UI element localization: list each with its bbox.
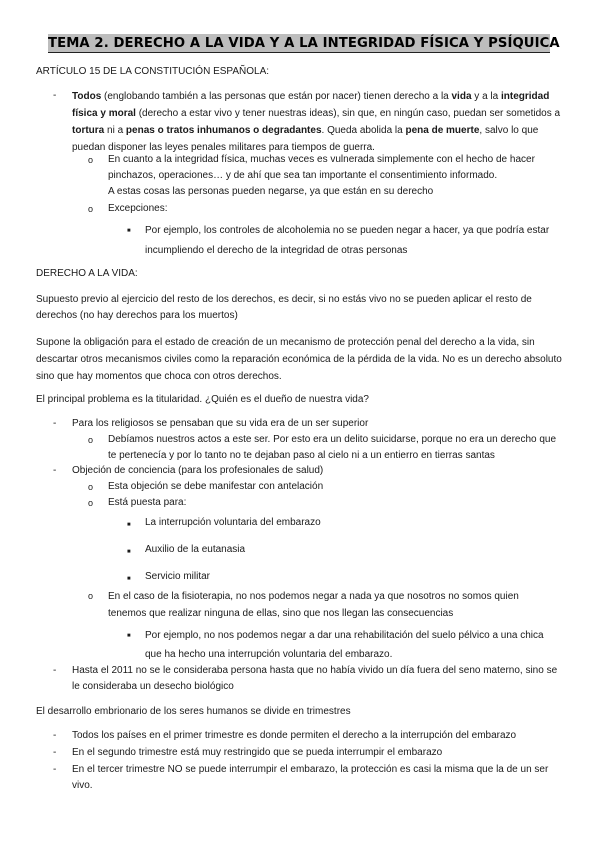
list1-item2c-sub: Por ejemplo, no nos podemos negar a dar una rehabilitación del suelo pélvico a una chica que ha hecho una interrupción voluntaria del embarazo. [145,630,544,660]
dash-marker: - [53,418,57,429]
list1-item1a: Debíamos nuestros actos a este ser. Por esto era un delito suicidarse, porque no era un derecho que te pertenecía y por lo tanto no te dejaban paso al cielo ni a un entierro en tierras santas [108,434,557,461]
list1-item3: Hasta el 2011 no se le consideraba persona hasta que no había vivido un día fuera del seno materno, sino se le consideraba un desecho biológico [72,665,558,692]
square-marker: ■ [127,576,131,582]
article-heading: ARTÍCULO 15 DE LA CONSTITUCIÓN ESPAÑOLA: [36,66,270,77]
list2-item1: Todos los países en el primer trimestre es donde permiten el derecho a la interrupción del embarazo [72,730,517,741]
bold-text: integridad física y moral [72,91,550,119]
art15-sub2a: Por ejemplo, los controles de alcoholemia no se pueden negar a hacer, ya que podría estar incumpliendo el derecho de la integridad de otras personas [145,225,550,256]
circle-marker: o [88,591,94,601]
bold-text: penas o tratos inhumanos o degradantes [125,125,322,136]
art15-sub1b: A estas cosas las personas pueden negarse, ya que están en su derecho [108,186,434,197]
text: (derecho a estar vivo y tener nuestras ideas), sin que, en ningún caso, puedan ser sometidos a [135,108,561,119]
dash-marker: - [53,465,57,476]
list1-item2: Objeción de conciencia (para los profesionales de salud) [72,465,324,476]
dash-marker: - [53,90,57,101]
circle-marker: o [88,498,94,508]
art15-sub1: En cuanto a la integridad física, muchas veces es vulnerada simplemente con el hecho de hacer pinchazos, operaciones… y de ahí que sea tan importante el consentimiento informado. [108,154,535,181]
dash-marker: - [53,665,57,676]
list1-item2b-2: Auxilio de la eutanasia [145,544,246,555]
bold-text: tortura [72,125,105,136]
paragraph-3: El principal problema es la titularidad. ¿Quién es el dueño de nuestra vida? [36,394,369,405]
circle-marker: o [88,155,94,165]
list1-item2b-3: Servicio militar [145,571,211,582]
text: , salvo lo que puedan disponer las leyes penales militares para tiempos de guerra. [72,125,539,153]
list1-item2b-1: La interrupción voluntaria del embarazo [145,517,321,528]
square-marker: ■ [127,549,131,555]
dash-marker: - [53,747,57,758]
bold-text: Todos [72,91,102,102]
dash-marker: - [53,764,57,775]
circle-marker: o [88,482,94,492]
list1-item2c: En el caso de la fisioterapia, no nos podemos negar a nada ya que nosotros no somos quien tenemos que realizar ninguna de ellas, sino que nos llegan las consecuencias [108,591,519,619]
dash-marker: - [53,730,57,741]
derecho-heading: DERECHO A LA VIDA: [36,268,138,279]
list2-item3: En el tercer trimestre NO se puede interrumpir el embarazo, la protección es casi la misma que la de un ser vivo. [72,764,549,791]
paragraph-2: Supone la obligación para el estado de creación de un mecanismo de protección penal del derecho a la vida, sin descartar otros mecanismos civiles como la reparación económica de la pérdida de la vida. No es un derecho absoluto sino que hay momentos que choca con otros derechos. [36,337,562,382]
page-title: TEMA 2. DERECHO A LA VIDA Y A LA INTEGRIDAD FÍSICA Y PSÍQUICA [48,36,560,51]
circle-marker: o [88,204,94,214]
art15-sub2: Excepciones: [108,203,168,214]
list1-item2b: Está puesta para: [108,497,187,508]
square-marker: ■ [127,228,131,234]
art15-bullet [72,88,562,156]
circle-marker: o [88,435,94,445]
paragraph-1: Supuesto previo al ejercicio del resto de los derechos, es decir, si no estás vivo no se pueden aplicar el resto de derechos (no hay derechos para los muertos) [36,294,532,321]
list1-item1: Para los religiosos se pensaban que su vida era de un ser superior [72,418,369,429]
list1-item2a: Esta objeción se debe manifestar con antelación [108,481,324,492]
text: . Queda abolida la [321,125,406,136]
square-marker: ■ [127,522,131,528]
text: ni a [104,125,126,136]
paragraph-4: El desarrollo embrionario de los seres humanos se divide en trimestres [36,706,351,717]
text: y a la [471,91,501,102]
list2-item2: En el segundo trimestre está muy restringido que se pueda interrumpir el embarazo [72,747,443,758]
bold-text: vida [451,91,472,102]
text: (englobando también a las personas que están por nacer) tienen derecho a la [101,91,452,102]
bold-text: pena de muerte [405,125,480,136]
square-marker: ■ [127,633,131,639]
